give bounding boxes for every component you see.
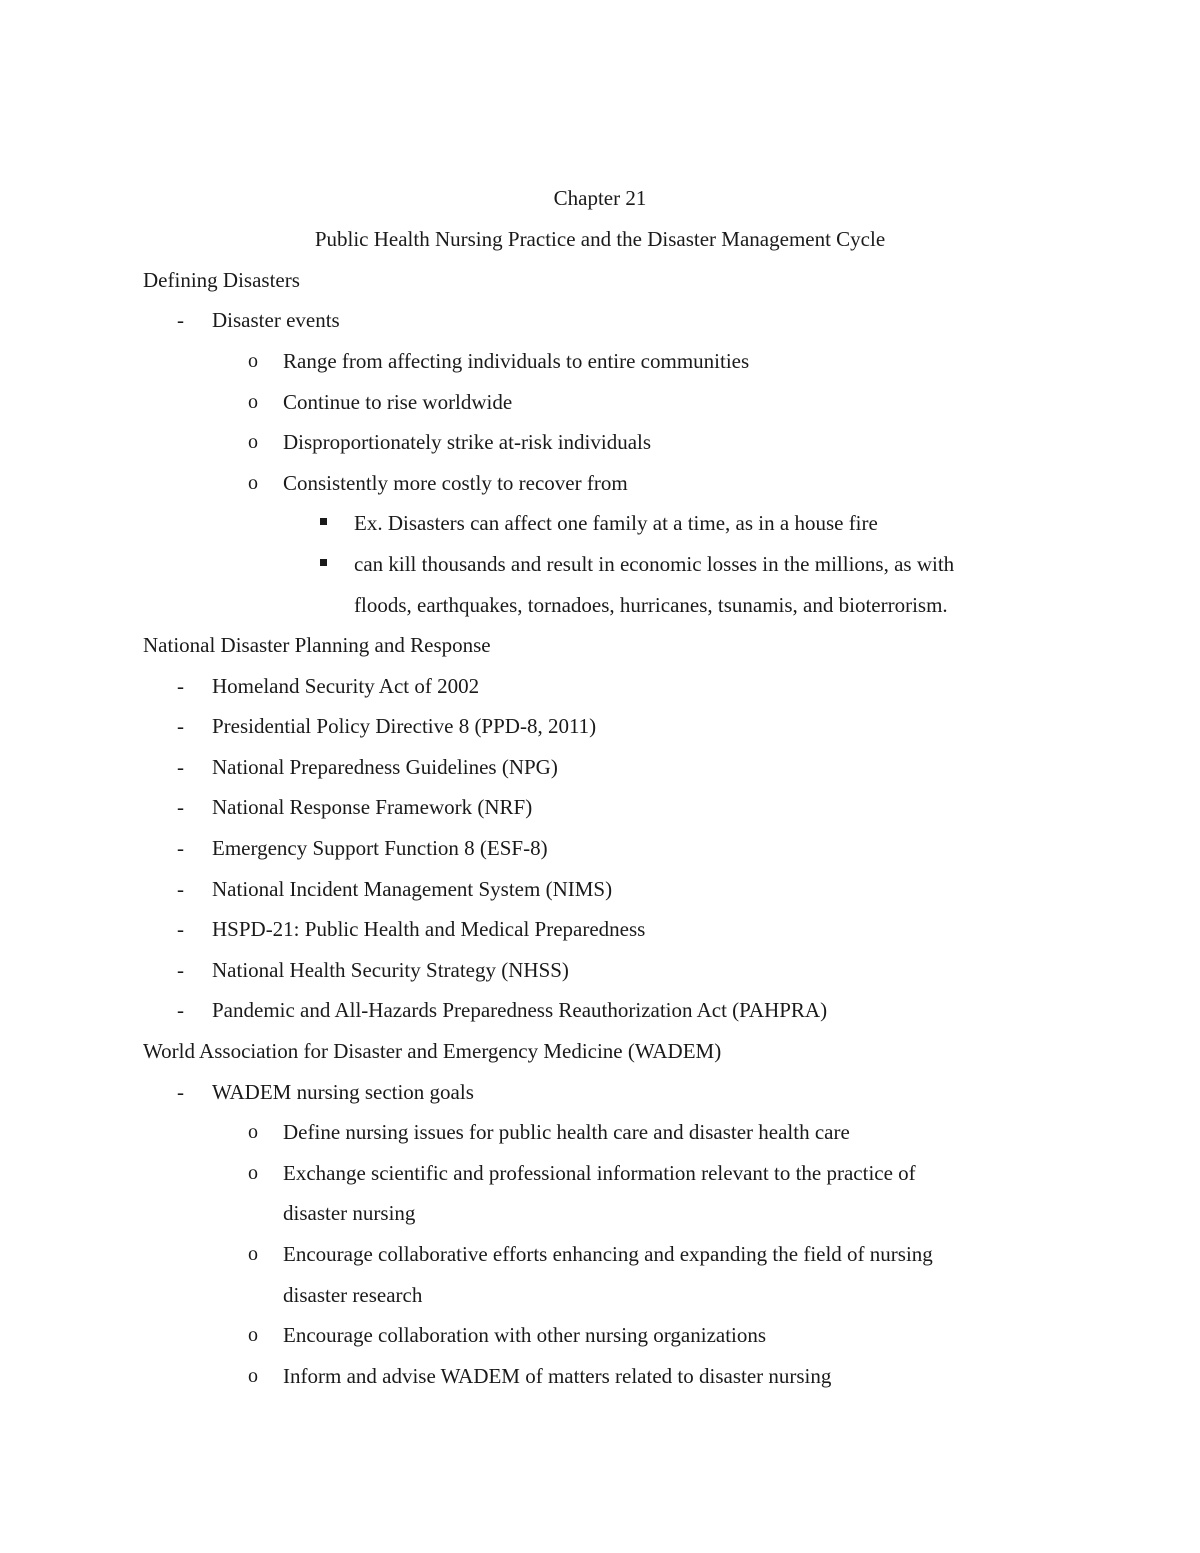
dash-bullet: -: [177, 795, 184, 819]
list-item: Exchange scientific and professional information relevant to the practice of: [283, 1161, 916, 1185]
list-item: HSPD-21: Public Health and Medical Preparedness: [212, 917, 646, 941]
dash-bullet: -: [177, 1080, 184, 1104]
list-item: National Health Security Strategy (NHSS): [212, 958, 569, 982]
list-item: Continue to rise worldwide: [283, 390, 513, 414]
list-item-continuation: disaster research: [283, 1283, 423, 1307]
square-bullet: [320, 518, 327, 525]
dash-bullet: -: [177, 674, 184, 698]
list-item: National Response Framework (NRF): [212, 795, 533, 819]
list-item: Homeland Security Act of 2002: [212, 674, 480, 698]
list-item: Consistently more costly to recover from: [283, 471, 628, 495]
circle-bullet: o: [248, 1162, 258, 1184]
dash-bullet: -: [177, 998, 184, 1022]
list-item: Define nursing issues for public health care and disaster health care: [283, 1120, 850, 1144]
circle-bullet: o: [248, 391, 258, 413]
list-item: can kill thousands and result in economic losses in the millions, as with: [354, 552, 955, 576]
circle-bullet: o: [248, 1243, 258, 1265]
dash-bullet: -: [177, 755, 184, 779]
list-item: Disaster events: [212, 308, 340, 332]
list-item: Range from affecting individuals to entire communities: [283, 349, 750, 373]
list-item: National Incident Management System (NIMS): [212, 877, 613, 901]
section-heading-national-disaster-planning: National Disaster Planning and Response: [143, 633, 491, 657]
dash-bullet: -: [177, 836, 184, 860]
document-title: Public Health Nursing Practice and the Disaster Management Cycle: [314, 227, 886, 251]
list-item: National Preparedness Guidelines (NPG): [212, 755, 558, 779]
square-bullet: [320, 559, 327, 566]
list-item: Disproportionately strike at-risk individuals: [283, 430, 652, 454]
circle-bullet: o: [248, 350, 258, 372]
list-item: Encourage collaboration with other nursing organizations: [283, 1323, 767, 1347]
list-item-continuation: floods, earthquakes, tornadoes, hurricanes, tsunamis, and bioterrorism.: [354, 593, 948, 617]
list-item: Encourage collaborative efforts enhancing and expanding the field of nursing: [283, 1242, 933, 1266]
dash-bullet: -: [177, 308, 184, 332]
list-item: Inform and advise WADEM of matters related to disaster nursing: [283, 1364, 832, 1388]
chapter-heading: Chapter 21: [553, 186, 647, 210]
list-item-continuation: disaster nursing: [283, 1201, 416, 1225]
list-item: Presidential Policy Directive 8 (PPD-8, 2011): [212, 714, 597, 738]
section-heading-defining-disasters: Defining Disasters: [143, 268, 300, 292]
list-item: WADEM nursing section goals: [212, 1080, 474, 1104]
dash-bullet: -: [177, 958, 184, 982]
section-heading-wadem: World Association for Disaster and Emergency Medicine (WADEM): [143, 1039, 722, 1063]
circle-bullet: o: [248, 1365, 258, 1387]
circle-bullet: o: [248, 1121, 258, 1143]
circle-bullet: o: [248, 472, 258, 494]
list-item: Pandemic and All-Hazards Preparedness Reauthorization Act (PAHPRA): [212, 998, 828, 1022]
list-item: Emergency Support Function 8 (ESF-8): [212, 836, 548, 860]
dash-bullet: -: [177, 877, 184, 901]
dash-bullet: -: [177, 714, 184, 738]
list-item: Ex. Disasters can affect one family at a time, as in a house fire: [354, 511, 878, 535]
circle-bullet: o: [248, 1324, 258, 1346]
dash-bullet: -: [177, 917, 184, 941]
circle-bullet: o: [248, 431, 258, 453]
